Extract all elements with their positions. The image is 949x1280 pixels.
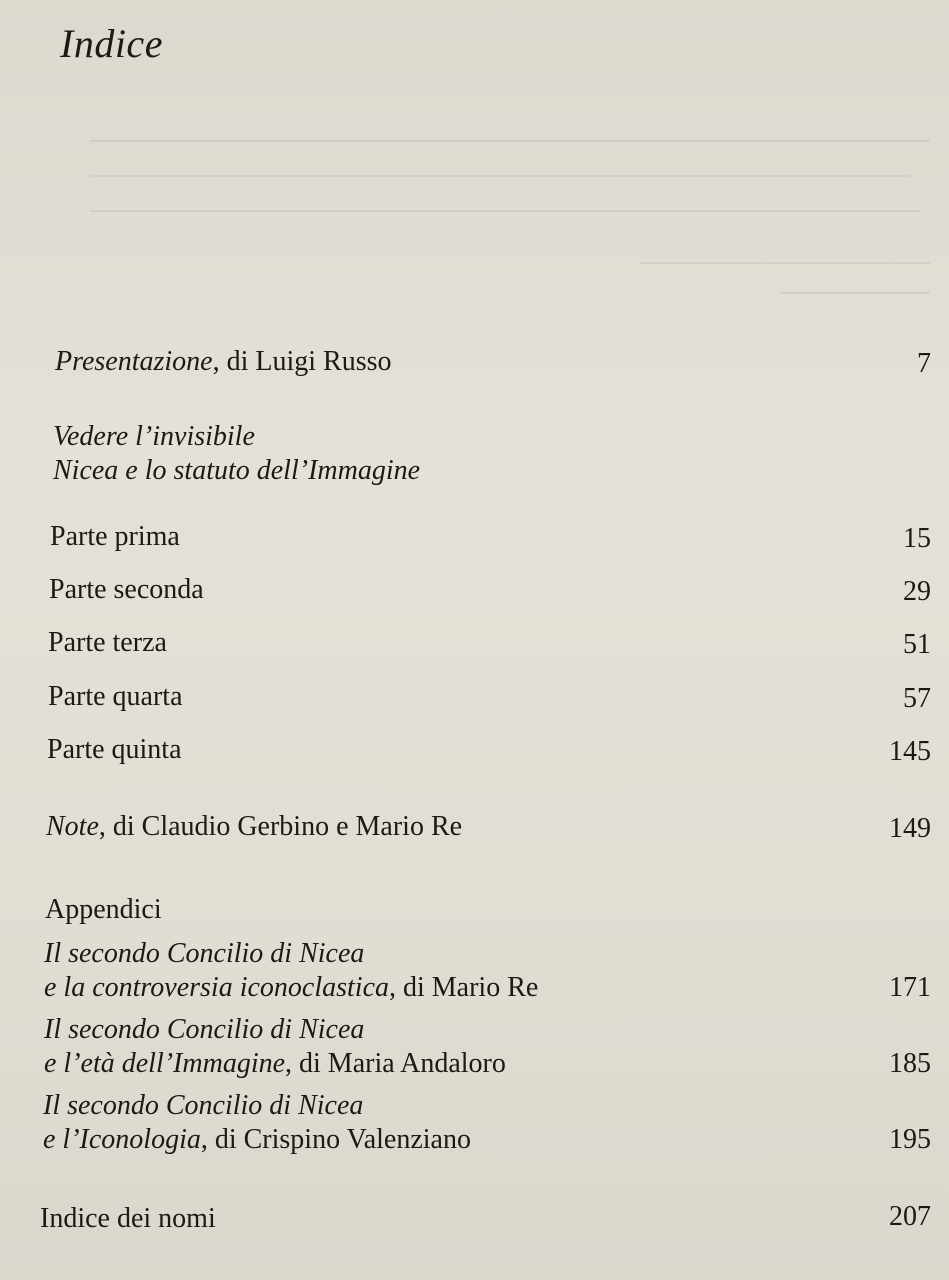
- entry-author: , di Mario Re: [389, 972, 539, 1003]
- show-through-line: [780, 292, 930, 294]
- entry-title: Indice dei nomi: [40, 1203, 216, 1234]
- page-number: 171: [889, 972, 931, 1003]
- entry-author: , di Maria Andaloro: [285, 1048, 506, 1079]
- entry-title-line2: Nicea e lo statuto dell’Immagine: [53, 455, 421, 486]
- entry-title-line1: Vedere l’invisibile: [53, 421, 255, 452]
- show-through-line: [640, 262, 930, 264]
- entry-title-line1: Il secondo Concilio di Nicea: [43, 1090, 364, 1121]
- page-number: 195: [889, 1124, 931, 1155]
- show-through-line: [90, 210, 920, 212]
- toc-entry-appendice-3: [43, 1089, 471, 1157]
- entry-title-line2: e la controversia iconoclastica: [44, 972, 389, 1003]
- toc-entry-presentazione: [55, 345, 392, 379]
- page-number: 145: [889, 736, 931, 767]
- show-through-line: [90, 140, 930, 142]
- toc-entry-parte-quinta: [47, 733, 182, 767]
- entry-author: , di Crispino Valenziano: [200, 1124, 471, 1155]
- toc-entry-parte-seconda: [49, 573, 204, 607]
- entry-title: Presentazione: [55, 346, 213, 377]
- page-number: 149: [889, 813, 931, 844]
- entry-title-line2: e l’età dell’Immagine: [44, 1048, 286, 1079]
- entry-title-line1: Il secondo Concilio di Nicea: [44, 1014, 365, 1045]
- entry-title-line1: Il secondo Concilio di Nicea: [44, 938, 365, 969]
- toc-entry-appendice-1: [44, 937, 538, 1005]
- entry-author: , di Claudio Gerbino e Mario Re: [98, 811, 463, 842]
- toc-entry-indice-nomi: [40, 1202, 216, 1236]
- toc-entry-vedere: [53, 420, 420, 488]
- show-through-background: [80, 10, 949, 95]
- page-number: 29: [903, 576, 931, 607]
- entry-title: Parte seconda: [49, 574, 204, 605]
- toc-entry-parte-quarta: [48, 680, 183, 714]
- show-through-line: [90, 175, 910, 177]
- page-number: 57: [903, 683, 931, 714]
- page-title: Indice: [60, 21, 163, 66]
- section-title: Appendici: [45, 894, 162, 925]
- page-number: 51: [903, 629, 931, 660]
- entry-author: , di Luigi Russo: [212, 346, 392, 377]
- toc-entry-appendice-2: [44, 1013, 506, 1081]
- entry-title: Note: [46, 811, 99, 842]
- entry-title: Parte quarta: [48, 681, 183, 712]
- entry-title-line2: e l’Iconologia: [43, 1124, 201, 1155]
- page-number: 207: [889, 1201, 931, 1232]
- toc-entry-parte-prima: [50, 520, 180, 554]
- page-number: 185: [889, 1048, 931, 1079]
- page-number: 7: [917, 348, 931, 379]
- toc-entry-note: [46, 810, 462, 844]
- entry-title: Parte prima: [50, 521, 180, 552]
- toc-entry-parte-terza: [48, 626, 167, 660]
- toc-section-appendici: [45, 893, 162, 927]
- entry-title: Parte terza: [48, 627, 167, 658]
- page-number: 15: [903, 523, 931, 554]
- entry-title: Parte quinta: [47, 734, 182, 765]
